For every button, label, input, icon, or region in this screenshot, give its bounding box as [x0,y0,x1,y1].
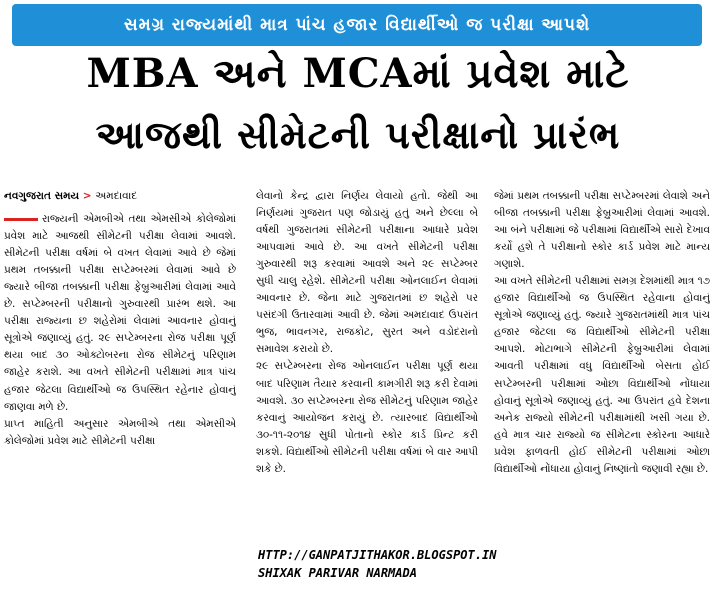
article-paragraph: જેમાં પ્રથમ તબક્કાની પરીક્ષા સપ્ટેમ્બરમાં લેવાશે અને બીજા તબક્કાની પરીક્ષા ફેબ્રુઆરીમાં લેવામાં આવશે. આ બંને પરીક્ષામાં જે પરીક્ષામાં વિદ્યાર્થીએ સારો દેખાવ કર્યો હશે તે પરીક્ષાનો સ્કોર કાર્ડ પ્રવેશ માટે માન્ય ગણાશે. [494,190,710,271]
banner [12,4,702,46]
article-paragraph [4,211,236,416]
banner-text: સમગ્ર રાજ્યમાંથી માત્ર પાંચ હજાર વિદ્યાર્થીઓ જ પરીક્ષા આપશે [123,15,591,35]
article-paragraph: પ્રાપ્ત માહિતી અનુસાર એમબીએ તથા એમસીએ કોલેજોમાં પ્રવેશ માટે સીમેટની પરીક્ષા [4,417,236,447]
article-column-1 [4,188,236,592]
paragraph-text: રાજ્યની એમબીએ તથા એમસીએ કોલેજોમાં પ્રવેશ માટે આજથી સીમેટની પરીક્ષા લેવામાં આવશે. સીમેટની પરીક્ષા વર્ષમાં બે વખત લેવામાં આવે છે જેમાં પ્રથમ તબક્કાની પરીક્ષા સપ્ટેમ્બરમાં લેવામાં આવે છે જ્યારે બીજા તબક્કાની પરીક્ષા ફેબ્રુઆરીમાં લેવામાં આવે છે. સપ્ટેમ્બરની પરીક્ષાનો ગુરુવારથી પ્રારંભ થશે. આ પરીક્ષા રાજ્યના છ શહેરોમાં લેવામાં આવનાર હોવાનું સૂત્રોએ જણાવ્યું હતું. ૨૯ સપ્ટેમ્બરના રોજ પરીક્ષા પૂર્ણ થયા બાદ ૩૦ ઓક્ટોબરના રોજ સીમેટનું પરિણામ જાહેર કરાશે. આ વખતે સીમેટની પરીક્ષામાં માત્ર પાંચ હજાર જેટલા વિદ્યાર્થીઓ જ ઉપસ્થિત રહેનાર હોવાનું જાણવા મળે છે. [4,213,236,413]
headline-line-2: આજથી સીમેટની પરીક્ષાનો પ્રારંભ [95,112,621,157]
byline-city: અમદાવાદ [95,190,138,202]
article-paragraph: આ વખતે સીમેટની પરીક્ષામાં સમગ્ર દેશમાંથી માત્ર ૧૭ હજાર વિદ્યાર્થીઓ જ ઉપસ્થિત રહેવાના હોવાનું સૂત્રોએ જણાવ્યું હતું. જ્યારે ગુજરાતમાંથી માત્ર પાંચ હજાર જેટલા જ વિદ્યાર્થીઓ સીમેટની પરીક્ષા આપશે. મોટાભાગે સીમેટની ફેબ્રુઆરીમાં લેવામાં આવતી પરીક્ષામાં વધુ વિદ્યાર્થીઓ બેસતા હોઈ સપ્ટેમ્બરની પરીક્ષામાં ઓછા વિદ્યાર્થીઓ નોંધાયા હોવાનું સૂત્રોએ જણાવ્યું હતું. આ ઉપરાંત હવે દેશના અનેક રાજ્યો સીમેટની પરીક્ષામાંથી ખસી ગયા છે. હવે માત્ર ચાર રાજ્યો જ સીમેટના સ્કોરના આધારે પ્રવેશ ફાળવતી હોઈ સીમેટની પરીક્ષામાં ઓછા વિદ્યાર્થીઓ નોંધાયા હોવાનું નિષ્ણાંતો જણાવી રહ્યા છે. [494,275,710,475]
article-body [0,188,714,592]
watermark-url: HTTP://GANPATJITHAKOR.BLOGSPOT.IN [258,548,497,562]
article-paragraph: લેવાનો કેન્દ્ર દ્વારા નિર્ણય લેવાયો હતો. જેથી આ નિર્ણયમાં ગુજરાત પણ જોડાયું હતું અને છેલ્લા બે વર્ષથી ગુજરાતમાં સીમેટની પરીક્ષાના આધારે પ્રવેશ આપવામાં આવે છે. આ વખતે સીમેટની પરીક્ષા ગુરુવારથી શરૂ કરવામાં આવશે અને ૨૯ સપ્ટેમ્બર સુધી ચાલુ રહેશે. સીમેટની પરીક્ષા ઓનલાઈન લેવામાં આવનાર છે. જેના માટે ગુજરાતમાં છ શહેરો પર પસંદગી ઉતારવામાં આવી છે. જેમાં અમદાવાદ ઉપરાંત ભુજ, ભાવનગર, રાજકોટ, સુરત અને વડોદરાનો સમાવેશ કરાયો છે. [256,190,478,356]
byline-separator: > [82,190,92,202]
watermark-credit: SHIXAK PARIVAR NARMADA [258,566,417,580]
lead-marker [4,218,38,221]
article-column-2 [256,188,478,592]
article-column-3 [494,188,710,592]
byline-source: નવગુજરાત સમય [4,190,80,202]
article-paragraph: ૨૯ સપ્ટેમ્બરના રોજ ઓનલાઈન પરીક્ષા પૂર્ણ થયા બાદ પરિણામ તૈયાર કરવાની કામગીરી શરૂ કરી દેવામાં આવશે. ૩૦ સપ્ટેમ્બરના રોજ સીમેટનું પરિણામ જાહેર કરવાનું આયોજન કરાયું છે. ત્યારબાદ વિદ્યાર્થીઓ ૩૦-૧૧-૨૦૧૪ સુધી પોતાનો સ્કોર કાર્ડ પ્રિન્ટ કરી શકશે. વિદ્યાર્થીઓ સીમેટની પરીક્ષા વર્ષમાં બે વાર આપી શકે છે. [256,360,478,475]
headline-line-1: MBA અને MCAમાં પ્રવેશ માટે [86,50,630,97]
byline [4,188,236,205]
